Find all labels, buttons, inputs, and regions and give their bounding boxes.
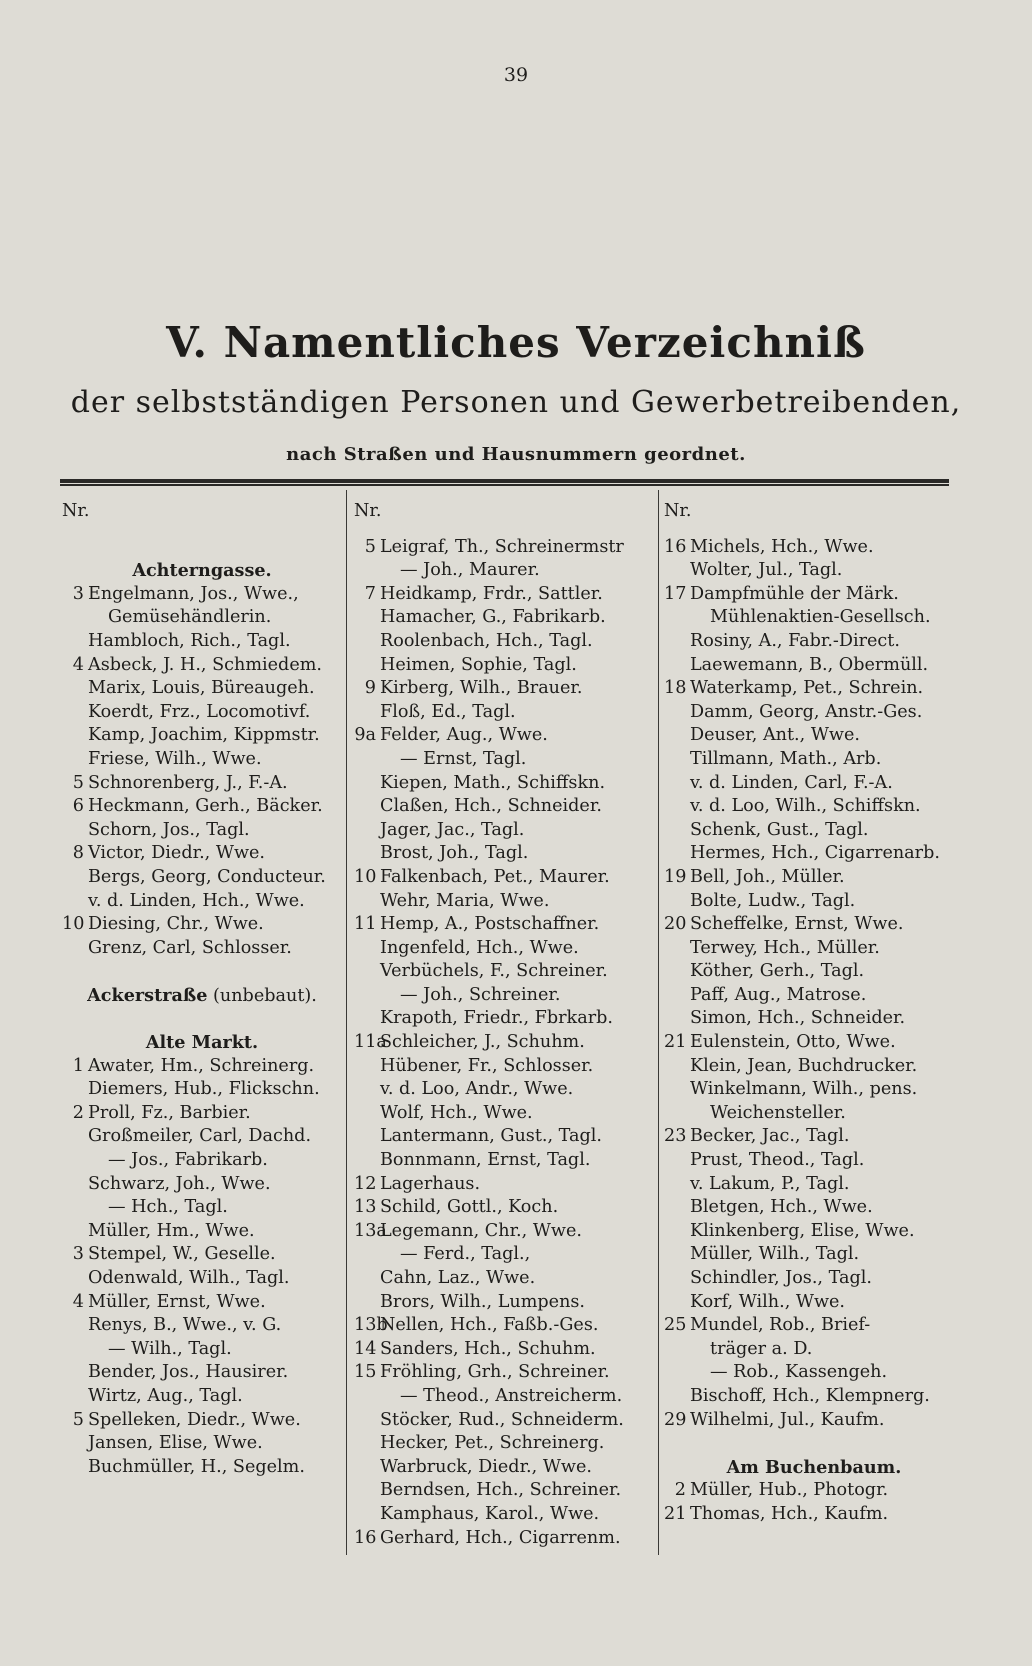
list-item [664,960,964,984]
entry-text: v. d. Loo, Andr., Wwe. [380,1079,574,1100]
list-item [62,1385,342,1409]
spacer [62,960,342,984]
page-title: V. Namentliches Verzeichniß [166,318,866,367]
entry-text: Paff, Aug., Matrose. [690,984,867,1005]
list-item [664,654,964,678]
list-item [664,1173,964,1197]
entry-text: Hecker, Pet., Schreinerg. [380,1433,605,1454]
street-heading-note: (unbebaut). [207,985,317,1006]
entry-text: Jager, Jac., Tagl. [380,819,525,840]
list-item [354,536,654,560]
entry-text: Renys, B., Wwe., v. G. [88,1315,282,1336]
entry-text: Bender, Jos., Hausirer. [88,1362,289,1383]
house-number: 5 [364,536,376,557]
list-item [664,1267,964,1291]
entry-text: Mühlenaktien-Gesellsch. [710,607,931,628]
house-number: 11 [354,914,377,935]
list-item [62,630,342,654]
list-item [354,1125,654,1149]
column-1-entries [62,536,342,1480]
entry-text: Prust, Theod., Tagl. [690,1150,865,1171]
entry-text: Bell, Joh., Müller. [690,866,845,887]
entry-text: Engelmann, Jos., Wwe., [88,583,299,604]
entry-text: Nellen, Hch., Faßb.-Ges. [380,1315,599,1336]
entry-text: Buchmüller, H., Segelm. [88,1456,305,1477]
list-item [354,559,654,583]
column-divider-2 [658,490,659,1555]
entry-text: Bletgen, Hch., Wwe. [690,1197,873,1218]
list-item [354,654,654,678]
house-number: 2 [72,1102,84,1123]
list-item [354,677,654,701]
entry-text: Proll, Fz., Barbier. [88,1102,251,1123]
list-item [354,1385,654,1409]
entry-text: Schnorenberg, J., F.-A. [88,772,288,793]
entry-text: Deuser, Ant., Wwe. [690,725,860,746]
list-item [62,772,342,796]
entry-text: Diesing, Chr., Wwe. [88,914,264,935]
entry-text: Korf, Wilh., Wwe. [690,1291,846,1312]
entry-text: Müller, Hub., Photogr. [690,1480,889,1501]
entry-text: Koerdt, Frz., Locomotivf. [88,701,311,722]
entry-text: Brost, Joh., Tagl. [380,843,529,864]
entry-text: Schorn, Jos., Tagl. [88,819,250,840]
list-item [664,701,964,725]
house-number: 21 [664,1503,687,1524]
entry-text: Verbüchels, F., Schreiner. [380,961,608,982]
list-item [664,536,964,560]
list-item [62,1409,342,1433]
house-number: 17 [664,583,687,604]
entry-text: Hamacher, G., Fabrikarb. [380,607,606,628]
list-item [664,583,964,607]
entry-text: Heckmann, Gerh., Bäcker. [88,796,323,817]
list-item [664,1220,964,1244]
list-item [62,1149,342,1173]
entry-text: Thomas, Hch., Kaufm. [690,1503,889,1524]
entry-text: Bonnmann, Ernst, Tagl. [380,1150,591,1171]
entry-text: Klinkenberg, Elise, Wwe. [690,1220,915,1241]
list-item [62,1173,342,1197]
list-item [354,606,654,630]
list-item [354,1196,654,1220]
street-heading: Am Buchenbaum. [726,1456,902,1478]
entry-text: Müller, Hm., Wwe. [88,1220,255,1241]
list-item [62,795,342,819]
entry-text: Stöcker, Rud., Schneiderm. [380,1409,624,1430]
house-number: 20 [664,914,687,935]
entry-text: Bolte, Ludw., Tagl. [690,890,856,911]
list-item [354,1314,654,1338]
list-item [354,772,654,796]
page-subtitle: der selbstständigen Personen und Gewerbetreibenden, [70,385,962,420]
house-number: 15 [354,1362,377,1383]
list-item [664,937,964,961]
list-item [664,1503,964,1527]
entry-text: Bergs, Georg, Conducteur. [88,866,326,887]
house-number: 6 [72,796,84,817]
list-item [62,1102,342,1126]
street-heading-name: Ackerstraße [87,984,208,1006]
list-item [664,1078,964,1102]
list-item [664,1243,964,1267]
list-item [62,1078,342,1102]
list-item [664,1125,964,1149]
list-item [62,606,342,630]
entry-text: v. d. Linden, Carl, F.-A. [690,772,893,793]
street-heading: Achterngasse. [132,560,272,582]
list-item [62,819,342,843]
list-item [62,866,342,890]
entry-text: Cahn, Laz., Wwe. [380,1268,536,1288]
entry-text: Victor, Diedr., Wwe. [88,843,266,864]
entry-text: — Ferd., Tagl., [400,1244,531,1265]
list-item [664,606,964,630]
list-item [664,724,964,748]
entry-text: v. Lakum, P., Tagl. [690,1173,850,1194]
house-number: 3 [72,583,84,604]
entry-text: Awater, Hm., Schreinerg. [88,1055,315,1076]
list-item [62,1220,342,1244]
entry-text: Spelleken, Diedr., Wwe. [88,1409,301,1430]
list-item [354,701,654,725]
list-item [354,960,654,984]
house-number: 10 [62,914,85,935]
list-item [354,795,654,819]
entry-text: Wilhelmi, Jul., Kaufm. [690,1409,885,1430]
list-item [664,984,964,1008]
house-number: 23 [664,1126,687,1147]
entry-text: Hermes, Hch., Cigarrenarb. [690,843,940,864]
list-item [354,1220,654,1244]
entry-text: Legemann, Chr., Wwe. [380,1220,582,1241]
list-item [354,1432,654,1456]
entry-text: Simon, Hch., Schneider. [690,1008,906,1029]
entry-text: Becker, Jac., Tagl. [690,1126,850,1147]
street-heading [62,984,342,1008]
entry-text: Weichensteller. [710,1102,846,1123]
list-item [664,1409,964,1433]
entry-text: Floß, Ed., Tagl. [380,701,516,722]
list-item [664,866,964,890]
list-item [354,1527,654,1551]
list-item [62,654,342,678]
house-number: 11a [354,1032,387,1053]
house-number: 13b [354,1315,388,1336]
entry-text: Scheffelke, Ernst, Wwe. [690,914,904,935]
column-1 [62,500,342,1479]
entry-text: Klein, Jean, Buchdrucker. [690,1055,918,1076]
entry-text: Diemers, Hub., Flickschn. [88,1079,320,1100]
list-item [62,1361,342,1385]
entry-text: — Joh., Maurer. [400,560,540,581]
entry-text: Dampfmühle der Märk. [690,583,899,604]
house-number: 13a [354,1220,387,1241]
list-item [354,1007,654,1031]
list-item [62,1456,342,1480]
entry-text: Eulenstein, Otto, Wwe. [690,1032,896,1053]
list-item [62,1314,342,1338]
list-item [354,984,654,1008]
house-number: 5 [72,1409,84,1430]
list-item [62,1432,342,1456]
house-number: 29 [664,1409,687,1430]
list-item [62,701,342,725]
entry-text: Gerhard, Hch., Cigarrenm. [380,1527,621,1548]
entry-text: — Wilh., Tagl. [108,1338,232,1359]
list-item [664,1338,964,1362]
list-item [354,1267,654,1291]
list-item [354,583,654,607]
list-item [354,866,654,890]
list-item [664,1291,964,1315]
entry-text: Lantermann, Gust., Tagl. [380,1126,603,1147]
entry-text: Stempel, W., Geselle. [88,1244,276,1265]
page-subtitle-2: nach Straßen und Hausnummern geordnet. [286,444,746,465]
column-3 [664,500,964,1527]
list-item [664,1361,964,1385]
entry-text: Berndsen, Hch., Schreiner. [380,1480,622,1501]
entry-text: Wirtz, Aug., Tagl. [88,1385,243,1406]
entry-text: Jansen, Elise, Wwe. [88,1433,263,1454]
entry-text: — Theod., Anstreicherm. [400,1385,623,1406]
entry-text: — Hch., Tagl. [108,1197,228,1218]
list-item [62,842,342,866]
entry-text: Felder, Aug., Wwe. [380,725,548,746]
house-number: 16 [664,536,687,557]
list-item [354,1503,654,1527]
entry-text: Krapoth, Friedr., Fbrkarb. [380,1008,613,1029]
list-item [664,748,964,772]
house-number: 18 [664,678,687,699]
header-rule [60,479,949,486]
entry-text: Wolter, Jul., Tagl. [690,560,843,581]
entry-text: Kirberg, Wilh., Brauer. [380,678,583,699]
entry-text: Falkenbach, Pet., Maurer. [380,866,610,887]
entry-text: Lagerhaus. [380,1173,481,1194]
column-3-entries [664,536,964,1527]
entry-text: Friese, Wilh., Wwe. [88,748,262,769]
entry-text: Tillmann, Math., Arb. [690,748,882,769]
entry-text: Marix, Louis, Büreaugeh. [88,678,315,699]
entry-text: träger a. D. [710,1338,813,1359]
entry-text: Hübener, Fr., Schlosser. [380,1055,594,1076]
list-item [62,1338,342,1362]
entry-text: Kamphaus, Karol., Wwe. [380,1503,600,1524]
spacer [664,1432,964,1456]
entry-text: Sanders, Hch., Schuhm. [380,1338,596,1359]
list-item [62,1243,342,1267]
entry-text: Schwarz, Joh., Wwe. [88,1173,271,1194]
column-2-entries [354,536,654,1551]
house-number: 21 [664,1032,687,1053]
entry-text: Schenk, Gust., Tagl. [690,819,869,840]
list-item [354,842,654,866]
list-item [354,1102,654,1126]
entry-text: Kamp, Joachim, Kippmstr. [88,725,320,746]
list-item [664,1196,964,1220]
list-item [354,913,654,937]
list-item [354,1338,654,1362]
list-item [664,1007,964,1031]
entry-text: Mundel, Rob., Brief- [690,1315,871,1336]
list-item [62,1291,342,1315]
list-item [664,1149,964,1173]
house-number: 8 [72,843,84,864]
entry-text: Terwey, Hch., Müller. [690,937,880,958]
list-item [62,748,342,772]
column-3-header: Nr. [664,501,692,521]
entry-text: Schindler, Jos., Tagl. [690,1268,872,1288]
list-item [354,1078,654,1102]
spacer [62,536,342,560]
entry-text: Gemüsehändlerin. [108,607,272,628]
list-item [354,890,654,914]
entry-text: — Ernst, Tagl. [400,748,527,769]
entry-text: Bischoff, Hch., Klempnerg. [690,1385,930,1406]
entry-text: Brors, Wilh., Lumpens. [380,1291,586,1312]
entry-text: Damm, Georg, Anstr.-Ges. [690,701,923,722]
entry-text: Warbruck, Diedr., Wwe. [380,1456,592,1477]
entry-text: Kiepen, Math., Schiffskn. [380,772,606,793]
house-number: 25 [664,1315,687,1336]
house-number: 1 [72,1055,84,1076]
entry-text: Odenwald, Wilh., Tagl. [88,1268,290,1288]
entry-text: Müller, Ernst, Wwe. [88,1291,266,1312]
list-item [354,819,654,843]
list-item [664,913,964,937]
list-item [664,677,964,701]
list-item [354,724,654,748]
entry-text: Hambloch, Rich., Tagl. [88,630,291,651]
list-item [354,1361,654,1385]
house-number: 13 [354,1197,377,1218]
list-item [354,1173,654,1197]
entry-text: — Joh., Schreiner. [400,984,561,1005]
entry-text: Schild, Gottl., Koch. [380,1197,559,1218]
entry-text: Waterkamp, Pet., Schrein. [690,678,924,699]
list-item [62,1196,342,1220]
list-item [354,1409,654,1433]
entry-text: Hemp, A., Postschaffner. [380,914,600,935]
list-item [664,890,964,914]
column-2-header: Nr. [354,501,382,521]
entry-text: Fröhling, Grh., Schreiner. [380,1362,610,1383]
list-item [664,1055,964,1079]
list-item [664,842,964,866]
house-number: 9a [354,725,376,746]
list-item [664,1479,964,1503]
house-number: 2 [674,1480,686,1501]
list-item [354,1055,654,1079]
entry-text: Köther, Gerh., Tagl. [690,961,865,982]
entry-text: Roolenbach, Hch., Tagl. [380,630,593,651]
house-number: 16 [354,1527,377,1548]
house-number: 3 [72,1244,84,1265]
entry-text: Müller, Wilh., Tagl. [690,1244,860,1265]
list-item [62,1055,342,1079]
list-item [354,748,654,772]
house-number: 7 [364,583,376,604]
house-number: 5 [72,772,84,793]
house-number: 9 [364,678,376,699]
entry-text: Schleicher, J., Schuhm. [380,1032,585,1053]
list-item [62,724,342,748]
list-item [354,937,654,961]
list-item [664,772,964,796]
spacer [62,1007,342,1031]
column-2 [354,500,654,1550]
list-item [62,583,342,607]
house-number: 19 [664,866,687,887]
entry-text: Großmeiler, Carl, Dachd. [88,1126,312,1147]
list-item [62,890,342,914]
list-item [664,1031,964,1055]
entry-text: Leigraf, Th., Schreinermstr [380,536,624,557]
list-item [354,1243,654,1267]
column-divider-1 [346,490,347,1555]
entry-text: Heidkamp, Frdr., Sattler. [380,583,603,604]
entry-text: Heimen, Sophie, Tagl. [380,654,577,675]
list-item [62,1125,342,1149]
list-item [354,1291,654,1315]
list-item [62,1267,342,1291]
entry-text: Rosiny, A., Fabr.-Direct. [690,630,900,651]
list-item [664,630,964,654]
list-item [354,1456,654,1480]
entry-text: Winkelmann, Wilh., pens. [690,1079,918,1100]
street-heading: Alte Markt. [145,1032,259,1054]
list-item [62,677,342,701]
entry-text: v. d. Loo, Wilh., Schiffskn. [690,796,921,817]
house-number: 4 [72,1291,84,1312]
page-number: 39 [503,64,529,86]
entry-text: Wehr, Maria, Wwe. [380,890,550,911]
list-item [664,1102,964,1126]
entry-text: Claßen, Hch., Schneider. [380,796,602,817]
entry-text: Wolf, Hch., Wwe. [380,1102,533,1123]
column-1-header: Nr. [62,501,90,521]
house-number: 10 [354,866,377,887]
list-item [354,1479,654,1503]
list-item [664,559,964,583]
house-number: 12 [354,1173,377,1194]
list-item [664,1314,964,1338]
list-item [664,1385,964,1409]
entry-text: Asbeck, J. H., Schmiedem. [88,654,323,675]
entry-text: — Jos., Fabrikarb. [108,1150,268,1171]
list-item [354,1149,654,1173]
house-number: 4 [72,654,84,675]
list-item [62,937,342,961]
list-item [664,819,964,843]
list-item [664,795,964,819]
entry-text: Michels, Hch., Wwe. [690,536,874,557]
list-item [354,630,654,654]
house-number: 14 [354,1338,377,1359]
entry-text: Laewemann, B., Obermüll. [690,654,929,675]
list-item [354,1031,654,1055]
list-item [62,913,342,937]
entry-text: Grenz, Carl, Schlosser. [88,937,292,958]
entry-text: — Rob., Kassengeh. [710,1362,888,1383]
entry-text: Ingenfeld, Hch., Wwe. [380,937,579,958]
entry-text: v. d. Linden, Hch., Wwe. [88,890,305,911]
